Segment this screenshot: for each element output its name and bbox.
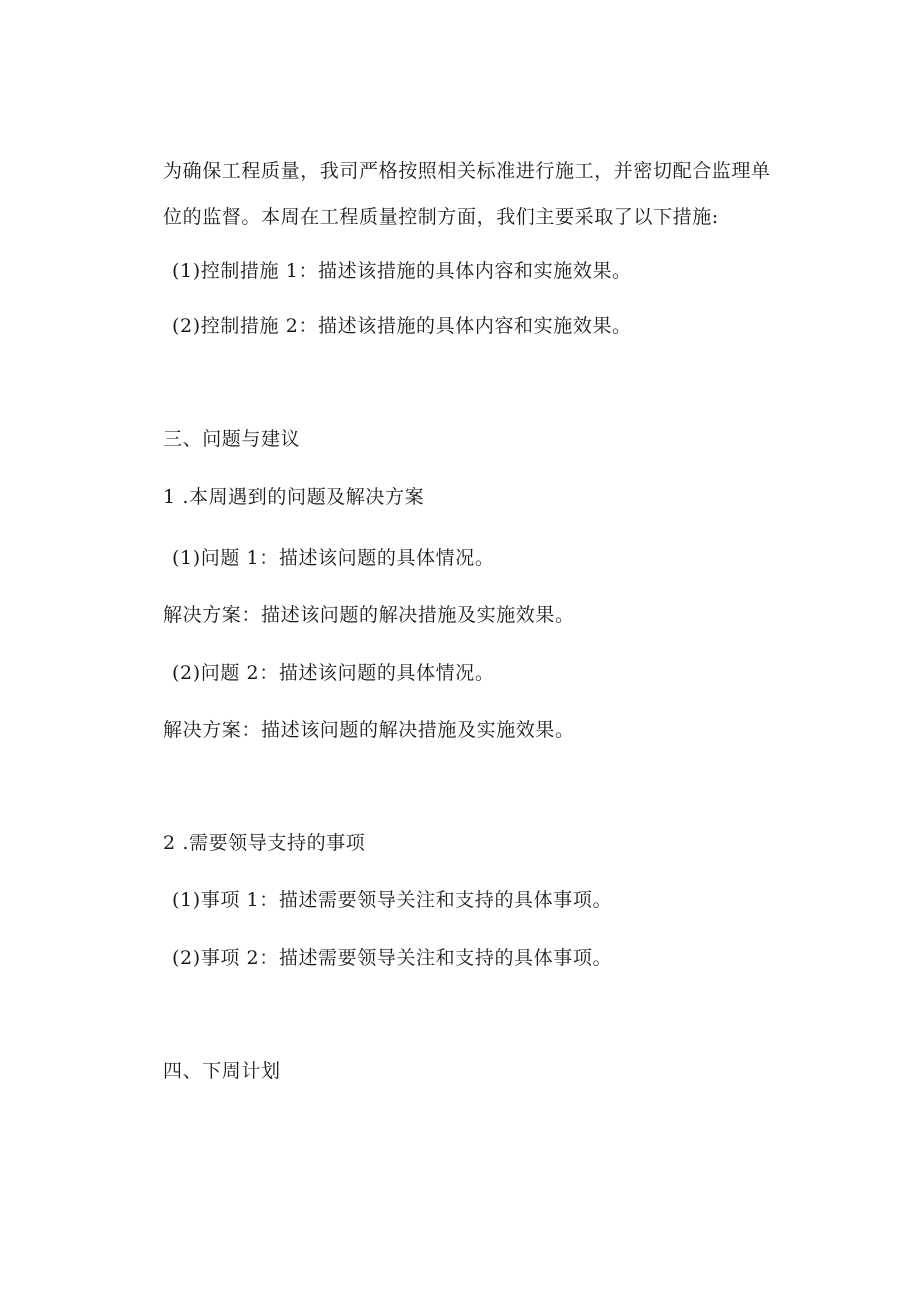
support-item-1: (1)事项 1：描述需要领导关注和支持的具体事项。: [172, 889, 613, 911]
intro-paragraph-line-1: 为确保工程质量，我司严格按照相关标准进行施工，并密切配合监理单: [163, 160, 771, 182]
subsection-1-heading: 1 .本周遇到的问题及解决方案: [163, 486, 425, 508]
intro-paragraph-line-2: 位的监督。本周在工程质量控制方面，我们主要采取了以下措施:: [163, 206, 719, 228]
problem-2: (2)问题 2：描述该问题的具体情况。: [172, 662, 495, 684]
control-measure-2: (2)控制措施 2：描述该措施的具体内容和实施效果。: [172, 315, 632, 337]
control-measure-1: (1)控制措施 1：描述该措施的具体内容和实施效果。: [172, 260, 632, 282]
problem-1: (1)问题 1：描述该问题的具体情况。: [172, 547, 495, 569]
section-4-heading: 四、下周计划: [163, 1060, 281, 1082]
section-3-heading: 三、问题与建议: [163, 428, 301, 450]
solution-2: 解决方案：描述该问题的解决措施及实施效果。: [163, 719, 575, 741]
support-item-2: (2)事项 2：描述需要领导关注和支持的具体事项。: [172, 947, 613, 969]
subsection-2-heading: 2 .需要领导支持的事项: [163, 832, 366, 854]
solution-1: 解决方案：描述该问题的解决措施及实施效果。: [163, 604, 575, 626]
